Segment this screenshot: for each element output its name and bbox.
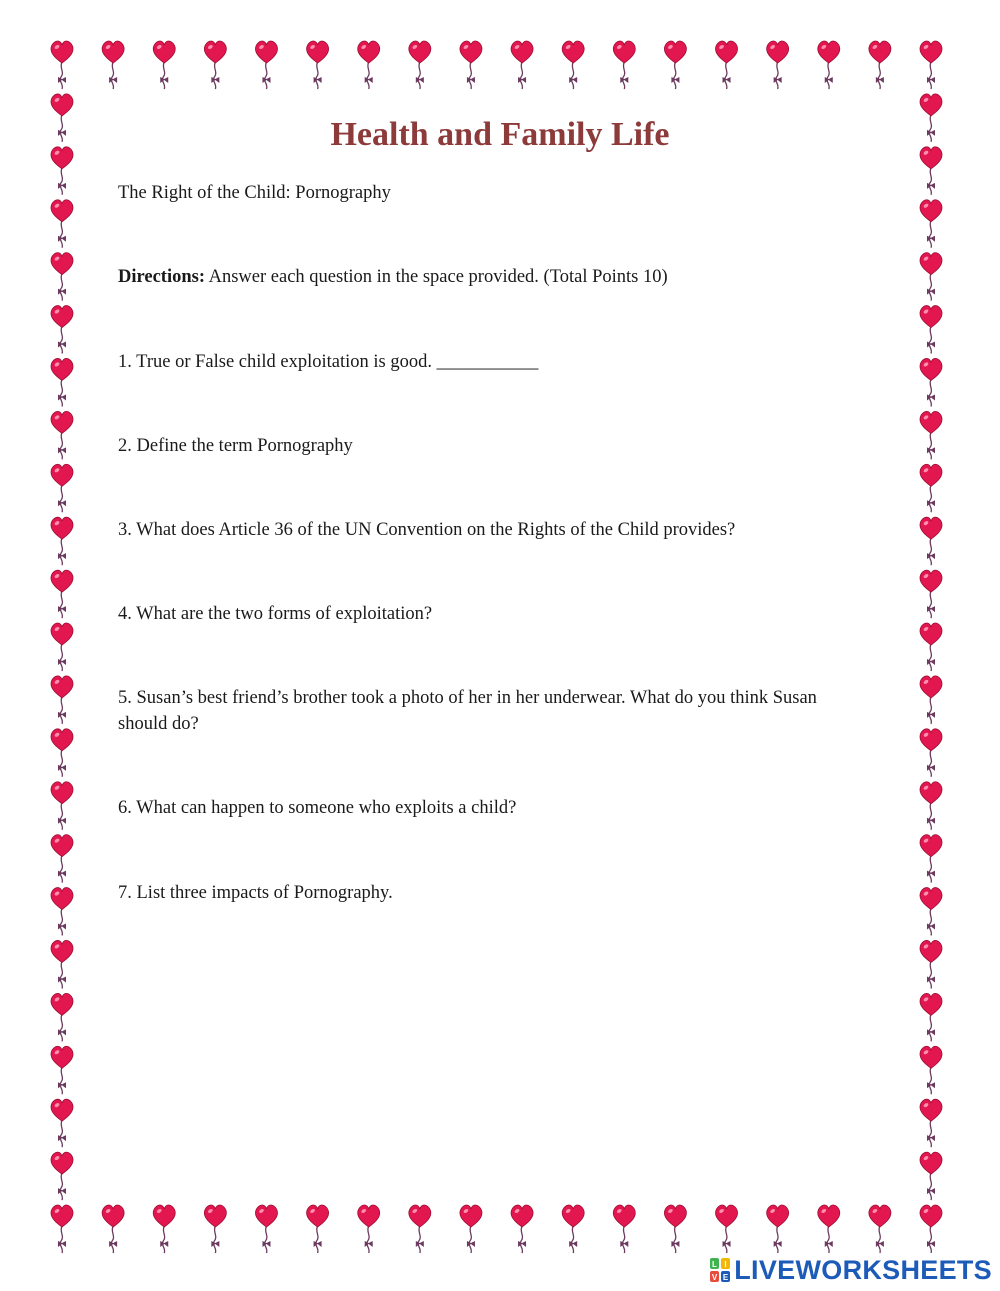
heart-balloon-icon <box>920 411 942 459</box>
heart-balloon-icon <box>409 41 431 89</box>
heart-balloon-icon <box>409 1205 431 1253</box>
heart-balloon-icon <box>613 41 635 89</box>
heart-balloon-icon <box>920 1152 942 1200</box>
heart-balloon-icon <box>920 888 942 936</box>
heart-balloon-icon <box>358 1205 380 1253</box>
liveworksheets-logo-icon <box>709 1257 731 1283</box>
heart-balloon-icon <box>51 306 73 354</box>
heart-balloon-icon <box>51 411 73 459</box>
heart-balloon-icon <box>920 147 942 195</box>
heart-balloon-icon <box>869 41 891 89</box>
heart-balloon-icon <box>153 41 175 89</box>
heart-balloon-icon <box>920 782 942 830</box>
heart-balloon-icon <box>204 1205 226 1253</box>
question-4: 4. What are the two forms of exploitation? <box>118 604 433 624</box>
heart-balloon-icon <box>51 623 73 671</box>
heart-balloon-icon <box>204 41 226 89</box>
heart-balloon-icon <box>255 1205 277 1253</box>
heart-balloon-icon <box>255 41 277 89</box>
heart-balloon-icon <box>767 41 789 89</box>
heart-balloon-icon <box>51 200 73 248</box>
heart-balloon-icon <box>51 676 73 724</box>
svg-text:L: L <box>712 1260 718 1269</box>
heart-balloon-icon <box>51 993 73 1041</box>
heart-balloon-icon <box>51 888 73 936</box>
heart-balloon-icon <box>51 41 73 89</box>
svg-text:E: E <box>723 1273 729 1282</box>
heart-balloon-icon <box>51 1099 73 1147</box>
heart-balloon-icon <box>869 1205 891 1253</box>
heart-balloon-icon <box>767 1205 789 1253</box>
heart-balloon-icon <box>460 41 482 89</box>
heart-balloon-icon <box>716 41 738 89</box>
heart-balloon-icon <box>51 147 73 195</box>
heart-balloon-icon <box>102 41 124 89</box>
heart-balloon-icon <box>920 253 942 301</box>
heart-balloon-icon <box>920 464 942 512</box>
heart-balloon-icon <box>920 200 942 248</box>
question-1 <box>118 349 888 375</box>
heart-balloon-icon <box>920 623 942 671</box>
heart-balloon-icon <box>51 570 73 618</box>
question-5-line-1: 5. Susan’s best friend’s brother took a photo of her in her underwear. What do you think Susan <box>118 688 817 708</box>
question-6: 6. What can happen to someone who exploits a child? <box>118 798 517 818</box>
heart-balloon-icon <box>51 517 73 565</box>
heart-balloon-icon <box>920 1205 942 1253</box>
heart-balloon-icon <box>920 1099 942 1147</box>
heart-balloon-icon <box>920 306 942 354</box>
heart-balloon-icon <box>153 1205 175 1253</box>
heart-balloon-icon <box>51 782 73 830</box>
heart-balloon-icon <box>818 1205 840 1253</box>
liveworksheets-wordmark: LIVEWORKSHEETS <box>734 1254 992 1285</box>
heart-balloon-icon <box>920 729 942 777</box>
directions-text: Answer each question in the space provided. (Total Points 10) <box>205 267 668 287</box>
directions <box>118 264 888 290</box>
question-7: 7. List three impacts of Pornography. <box>118 883 393 903</box>
heart-balloon-icon <box>664 41 686 89</box>
heart-balloon-icon <box>920 676 942 724</box>
svg-text:V: V <box>712 1273 718 1282</box>
heart-balloon-icon <box>51 253 73 301</box>
heart-balloon-icon <box>511 1205 533 1253</box>
heart-balloon-icon <box>920 993 942 1041</box>
question-3: 3. What does Article 36 of the UN Convention on the Rights of the Child provides? <box>118 520 736 540</box>
heart-balloon-icon <box>920 41 942 89</box>
heart-balloon-icon <box>51 1152 73 1200</box>
heart-balloon-icon <box>51 1205 73 1253</box>
worksheet-title: Health and Family Life <box>330 116 670 153</box>
heart-balloon-icon <box>51 940 73 988</box>
heart-balloon-icon <box>920 517 942 565</box>
heart-balloon-icon <box>51 358 73 406</box>
heart-balloon-icon <box>818 41 840 89</box>
worksheet-subtitle: The Right of the Child: Pornography <box>118 183 391 203</box>
heart-balloon-icon <box>920 358 942 406</box>
heart-balloon-icon <box>51 464 73 512</box>
heart-balloon-icon <box>613 1205 635 1253</box>
heart-balloon-icon <box>460 1205 482 1253</box>
question-2: 2. Define the term Pornography <box>118 436 353 456</box>
liveworksheets-brand <box>709 1254 992 1286</box>
heart-balloon-icon <box>920 1046 942 1094</box>
heart-balloon-icon <box>358 41 380 89</box>
svg-text:I: I <box>724 1260 727 1269</box>
heart-balloon-icon <box>920 940 942 988</box>
heart-balloon-icon <box>562 41 584 89</box>
question-1-text: 1. True or False child exploitation is good. <box>118 352 437 372</box>
heart-balloon-icon <box>51 729 73 777</box>
question-5-line-2: should do? <box>118 714 199 734</box>
heart-balloon-icon <box>664 1205 686 1253</box>
heart-balloon-icon <box>307 41 329 89</box>
heart-balloon-icon <box>51 1046 73 1094</box>
directions-label: Directions: <box>118 267 205 287</box>
heart-balloon-icon <box>920 570 942 618</box>
heart-balloon-icon <box>51 835 73 883</box>
question-1-answer-blank[interactable]: ___________ <box>436 352 539 372</box>
heart-balloon-icon <box>562 1205 584 1253</box>
heart-balloon-icon <box>102 1205 124 1253</box>
heart-balloon-icon <box>920 835 942 883</box>
heart-balloon-icon <box>307 1205 329 1253</box>
heart-balloon-icon <box>511 41 533 89</box>
heart-balloon-icon <box>716 1205 738 1253</box>
